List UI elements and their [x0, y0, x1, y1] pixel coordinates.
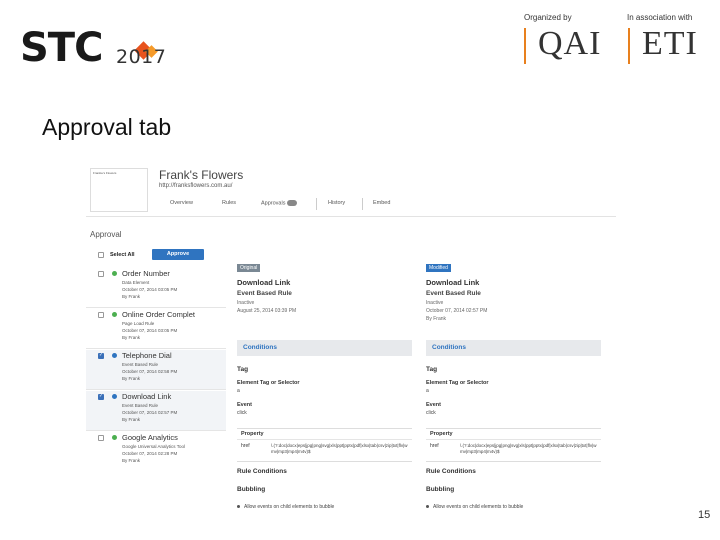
original-type: Event Based Rule — [237, 290, 292, 297]
item-author: By Frank — [122, 458, 141, 463]
original-date: August 25, 2014 03:39 PM — [237, 308, 297, 314]
item-title: Download Link — [122, 392, 172, 401]
element-tag-label: Element Tag or Selector — [426, 380, 489, 386]
site-url[interactable]: http://franksflowers.com.au/ — [159, 183, 233, 189]
item-divider — [86, 348, 226, 349]
original-status: Inactive — [237, 300, 255, 306]
tag-label: Tag — [237, 366, 249, 373]
item-checkbox[interactable] — [98, 394, 104, 400]
bubbling-option — [237, 504, 334, 510]
modified-title: Download Link — [426, 278, 480, 287]
approve-button[interactable]: Approve — [152, 249, 204, 260]
slide-number: 15 — [698, 509, 711, 521]
eti-logo: ETI — [642, 25, 698, 62]
select-all-checkbox[interactable] — [98, 252, 104, 258]
site-thumbnail — [90, 168, 148, 212]
element-tag-value: a — [426, 388, 429, 394]
approval-screenshot — [86, 160, 616, 518]
tab-approvals-label: Approvals — [261, 200, 286, 207]
header-divider — [86, 216, 616, 217]
modified-status: Inactive — [426, 300, 444, 306]
site-name: Frank's Flowers — [159, 168, 244, 182]
bubbling-option — [426, 504, 523, 510]
item-checkbox[interactable] — [98, 271, 104, 277]
bubbling-label: Bubbling — [426, 486, 455, 493]
item-date: October 07, 2014 02:28 PM — [122, 451, 178, 456]
property-header: Property — [241, 431, 264, 437]
property-value: \.(?:doc|docx|eps|jpg|png|svg|xls|ppt|pptx|pdf|xlsx|tab|csv|zip|txt|flv|wmv|mp3|mp4|m4v)$ — [271, 443, 408, 454]
item-date: October 07, 2014 02:57 PM — [122, 410, 178, 415]
property-key: href — [241, 443, 250, 449]
stc-logo-text: STC — [20, 25, 103, 71]
thumbnail-text: Frankie's Flowers — [93, 171, 117, 175]
approvals-count-badge — [287, 200, 297, 206]
tab-divider — [316, 198, 317, 210]
tab-rules[interactable]: Rules — [222, 200, 237, 206]
conditions-band — [237, 340, 412, 356]
item-title: Telephone Dial — [122, 351, 172, 360]
bubbling-option-text: Allow events on child elements to bubble — [244, 504, 335, 510]
event-label: Event — [237, 402, 252, 408]
tab-history[interactable]: History — [328, 200, 346, 206]
qai-logo: QAI — [538, 25, 602, 62]
list-item[interactable] — [86, 309, 226, 349]
conditions-label: Conditions — [432, 344, 466, 351]
item-checkbox[interactable] — [98, 312, 104, 318]
original-version-panel — [237, 264, 412, 518]
organized-by-label: Organized by — [524, 13, 572, 22]
rule-conditions-label: Rule Conditions — [237, 468, 287, 475]
property-divider — [237, 439, 412, 440]
item-date: October 07, 2014 03:05 PM — [122, 328, 178, 333]
bullet-icon — [237, 505, 240, 508]
slide-title: Approval tab — [42, 114, 172, 140]
list-item[interactable] — [86, 268, 226, 308]
event-value: click — [237, 410, 247, 416]
item-author: By Frank — [122, 294, 141, 299]
item-checkbox[interactable] — [98, 435, 104, 441]
element-tag-label: Element Tag or Selector — [237, 380, 300, 386]
original-badge: Original — [237, 264, 260, 272]
association-label: In association with — [627, 13, 693, 22]
conditions-band — [426, 340, 601, 356]
tag-label: Tag — [426, 366, 438, 373]
approval-heading: Approval — [90, 230, 122, 239]
item-date: October 07, 2014 02:58 PM — [122, 369, 178, 374]
modified-type: Event Based Rule — [426, 290, 481, 297]
status-dot-icon — [112, 312, 117, 317]
item-divider — [86, 430, 226, 431]
qai-divider — [524, 28, 526, 64]
item-title: Google Analytics — [122, 433, 178, 442]
status-dot-icon — [112, 353, 117, 358]
property-divider — [426, 439, 601, 440]
bubbling-option-text: Allow events on child elements to bubble — [433, 504, 524, 510]
status-dot-icon — [112, 394, 117, 399]
item-title: Online Order Complet — [122, 310, 195, 319]
item-type: Page Load Rule — [122, 321, 155, 326]
rule-conditions-label: Rule Conditions — [426, 468, 476, 475]
property-tabs — [166, 200, 466, 212]
modified-author: By Frank — [426, 316, 447, 322]
tab-embed[interactable]: Embed — [373, 200, 391, 206]
eti-divider — [628, 28, 630, 64]
item-author: By Frank — [122, 376, 141, 381]
original-title: Download Link — [237, 278, 291, 287]
item-divider — [86, 307, 226, 308]
tab-divider — [362, 198, 363, 210]
list-item[interactable] — [86, 350, 226, 390]
bubbling-label: Bubbling — [237, 486, 266, 493]
item-divider — [86, 389, 226, 390]
item-type: Data Element — [122, 280, 150, 285]
element-tag-value: a — [237, 388, 240, 394]
property-table — [426, 428, 601, 462]
property-header: Property — [430, 431, 453, 437]
item-title: Order Number — [122, 269, 170, 278]
event-value: click — [426, 410, 436, 416]
select-all-label: Select All — [110, 252, 135, 258]
property-value: \.(?:doc|docx|eps|jpg|png|svg|xls|ppt|pptx|pdf|xlsx|tab|csv|zip|txt|flv|wmv|mp3|mp4|m4v)$ — [460, 443, 597, 454]
item-checkbox[interactable] — [98, 353, 104, 359]
status-dot-icon — [112, 435, 117, 440]
item-type: Event Based Rule — [122, 362, 159, 367]
item-author: By Frank — [122, 335, 141, 340]
modified-badge: Modified — [426, 264, 451, 272]
list-item[interactable] — [86, 432, 226, 472]
stc-2017-logo — [20, 20, 180, 71]
stc-logo-year: 2017 — [116, 46, 167, 68]
property-key: href — [430, 443, 439, 449]
tab-approvals[interactable] — [261, 200, 297, 206]
conditions-label: Conditions — [243, 344, 277, 351]
item-type: Event Based Rule — [122, 403, 159, 408]
list-item[interactable] — [86, 391, 226, 431]
property-table — [237, 428, 412, 462]
status-dot-icon — [112, 271, 117, 276]
modified-date: October 07, 2014 02:57 PM — [426, 308, 488, 314]
item-author: By Frank — [122, 417, 141, 422]
bullet-icon — [426, 505, 429, 508]
item-type: Google Universal Analytics Tool — [122, 444, 185, 449]
event-label: Event — [426, 402, 441, 408]
modified-version-panel — [426, 264, 601, 518]
tab-overview[interactable]: Overview — [170, 200, 193, 206]
item-date: October 07, 2014 03:05 PM — [122, 287, 178, 292]
